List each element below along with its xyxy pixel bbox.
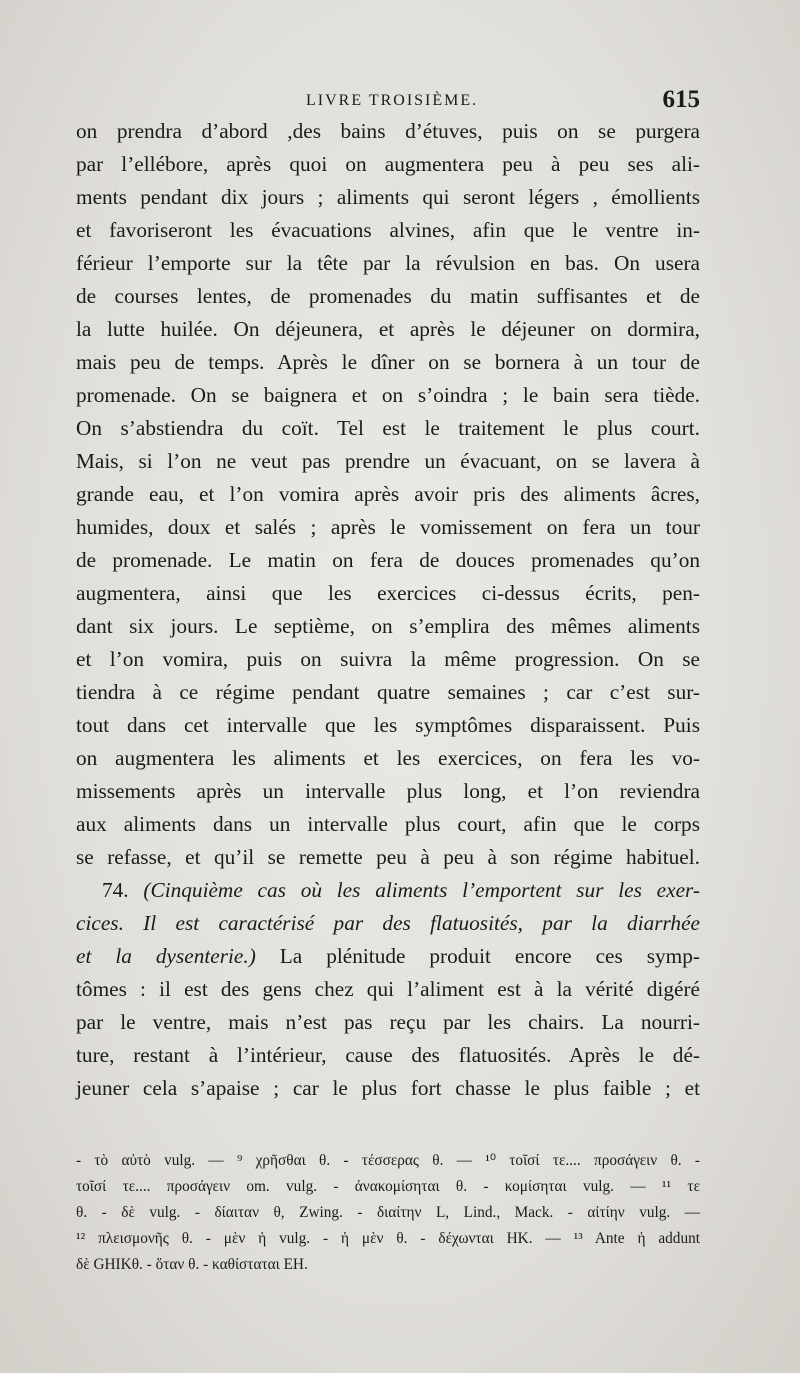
section-summary-italic-end: et la dysenterie.) <box>76 944 256 968</box>
text-line: et l’on vomira, puis on suivra la même progression. On se <box>76 647 700 671</box>
section-text: La plénitude produit encore ces symp- <box>279 944 700 968</box>
footnote-line: ¹² πλεισμονῆς θ. - μὲν ἡ vulg. - ἡ μὲν θ. - δέχωνται HK. — ¹³ Ante ἡ addunt <box>76 1230 700 1247</box>
text-line: jeuner cela s’apaise ; car le plus fort chasse le plus faible ; et <box>76 1076 700 1100</box>
text-line: Mais, si l’on ne veut pas prendre un évacuant, on se lavera à <box>76 449 700 473</box>
section-summary-italic: (Cinquième cas où les aliments l’emportent sur les exer- <box>143 878 700 902</box>
text-line: par le ventre, mais n’est pas reçu par les chairs. La nourri- <box>76 1010 700 1034</box>
text-line: on prendra d’abord ,des bains d’étuves, puis on se purgera <box>76 119 700 143</box>
footnote-line: - τὸ αὐτὸ vulg. — ⁹ χρῆσθαι θ. - τέσσερας θ. — ¹⁰ τοῖσί τε.... προσάγειν θ. - <box>76 1152 700 1169</box>
text-line: missements après un intervalle plus long, et l’on reviendra <box>76 779 700 803</box>
text-line: dant six jours. Le septième, on s’emplira des mêmes aliments <box>76 614 700 638</box>
text-line: ture, restant à l’intérieur, cause des flatuosités. Après le dé- <box>76 1043 700 1067</box>
text-line: humides, doux et salés ; après le vomissement on fera un tour <box>76 515 700 539</box>
text-line: tiendra à ce régime pendant quatre semaines ; car c’est sur- <box>76 680 700 704</box>
text-line: on augmentera les aliments et les exercices, on fera les vo- <box>76 746 700 770</box>
section-mixed-line <box>76 940 700 973</box>
footnote-line: θ. - δὲ vulg. - δίαιταν θ, Zwing. - διαίτην L, Lind., Mack. - αἰτίην vulg. — <box>76 1204 700 1221</box>
text-line: augmentera, ainsi que les exercices ci-dessus écrits, pen- <box>76 581 700 605</box>
section-summary-italic-line: cices. Il est caractérisé par des flatuosités, par la diarrhée <box>76 911 700 935</box>
text-line: grande eau, et l’on vomira après avoir pris des aliments âcres, <box>76 482 700 506</box>
text-line: ments pendant dix jours ; aliments qui seront légers , émollients <box>76 185 700 209</box>
text-line: tômes : il est des gens chez qui l’aliment est à la vérité digéré <box>76 977 700 1001</box>
section-number: 74. <box>102 878 129 902</box>
text-line: de promenade. Le matin on fera de douces promenades qu’on <box>76 548 700 572</box>
footnotes <box>76 1148 700 1278</box>
text-line: la lutte huilée. On déjeunera, et après le déjeuner on dormira, <box>76 317 700 341</box>
running-title: LIVRE TROISIÈME. <box>306 92 479 109</box>
text-line: de courses lentes, de promenades du matin suffisantes et de <box>76 284 700 308</box>
text-line: mais peu de temps. Après le dîner on se bornera à un tour de <box>76 350 700 374</box>
text-line: se refasse, et qu’il se remette peu à peu à son régime habituel. <box>76 845 700 869</box>
body-text <box>76 115 700 1105</box>
text-line: et favoriseront les évacuations alvines, afin que le ventre in- <box>76 218 700 242</box>
text-line: tout dans cet intervalle que les symptômes disparaissent. Puis <box>76 713 700 737</box>
footnote-line: δὲ GHIKθ. - ὅταν θ. - καθίσταται EH. <box>76 1256 308 1273</box>
text-line: promenade. On se baignera et on s’oindra ; le bain sera tiède. <box>76 383 700 407</box>
text-line: par l’ellébore, après quoi on augmentera peu à peu ses ali- <box>76 152 700 176</box>
page-number: 615 <box>662 86 700 113</box>
section-heading-line <box>76 874 700 907</box>
text-line: On s’abstiendra du coït. Tel est le traitement le plus court. <box>76 416 700 440</box>
text-line: aux aliments dans un intervalle plus court, afin que le corps <box>76 812 700 836</box>
text-line: férieur l’emporte sur la tête par la révulsion en bas. On usera <box>76 251 700 275</box>
footnote-line: τοῖσί τε.... προσάγειν om. vulg. - ἀνακομίσηται θ. - κομίσηται vulg. — ¹¹ τε <box>76 1178 700 1195</box>
